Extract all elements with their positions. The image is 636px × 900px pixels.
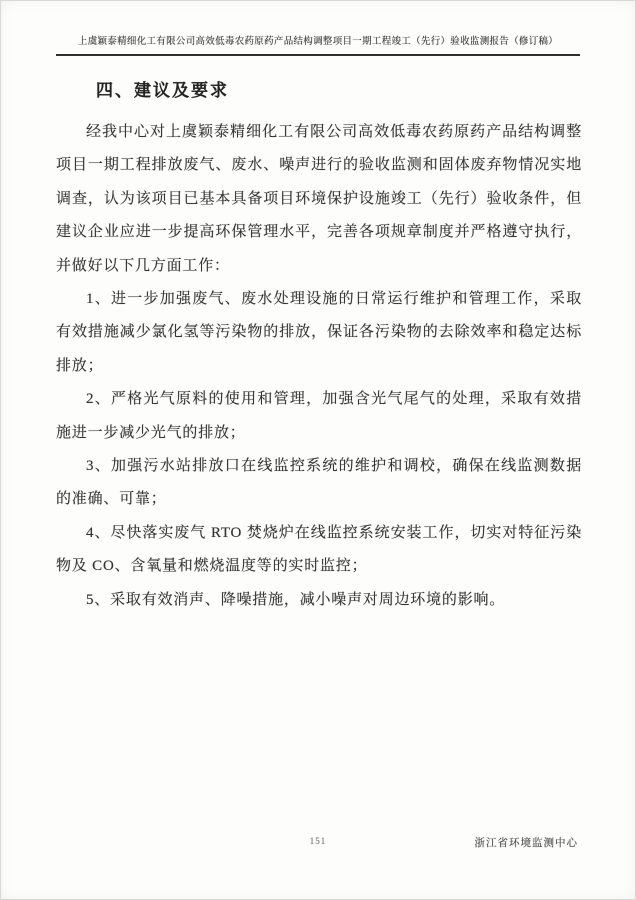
paragraph-item-5: 5、采取有效消声、降噪措施，减小噪声对周边环境的影响。 bbox=[86, 591, 506, 608]
footer-organization: 浙江省环境监测中心 bbox=[474, 838, 578, 849]
paragraph-intro: 经我中心对上虞颖泰精细化工有限公司高效低毒农药原药产品结构调整项目一期工程排放废气、废水、噪声进行的验收监测和固体废弃物情况实地调查，认为该项目已基本具备项目环境保护设施竣工（先行）验收条件，但建议企业应进一步提高环保管理水平，完善各项规章制度并严格遵守执行，并做好以下几方面工作： bbox=[56, 124, 582, 274]
page-number: 151 bbox=[309, 836, 327, 846]
paragraph-item-1: 1、进一步加强废气、废水处理设施的日常运行维护和管理工作，采取有效措施减少氯化氢等污染物的排放，保证各污染物的去除效率和稳定达标排放； bbox=[56, 291, 582, 374]
paragraph-item-4: 4、尽快落实废气 RTO 焚烧炉在线监控系统安装工作，切实对特征污染物及 CO、含氧量和燃烧温度等的实时监控； bbox=[56, 524, 582, 575]
document-body bbox=[56, 76, 582, 617]
paragraph-item-2: 2、严格光气原料的使用和管理，加强含光气尾气的处理，采取有效措施进一步减少光气的排放； bbox=[56, 391, 582, 441]
page-header-running-title: 上虞颖泰精细化工有限公司高效低毒农药原药产品结构调整项目一期工程竣工（先行）验收监测报告（修订稿） bbox=[56, 36, 580, 56]
section-title: 四、建议及要求 bbox=[96, 81, 229, 100]
section-text bbox=[56, 116, 582, 617]
paragraph-item-3: 3、加强污水站排放口在线监控系统的维护和调校，确保在线监测数据的准确、可靠； bbox=[56, 458, 582, 508]
